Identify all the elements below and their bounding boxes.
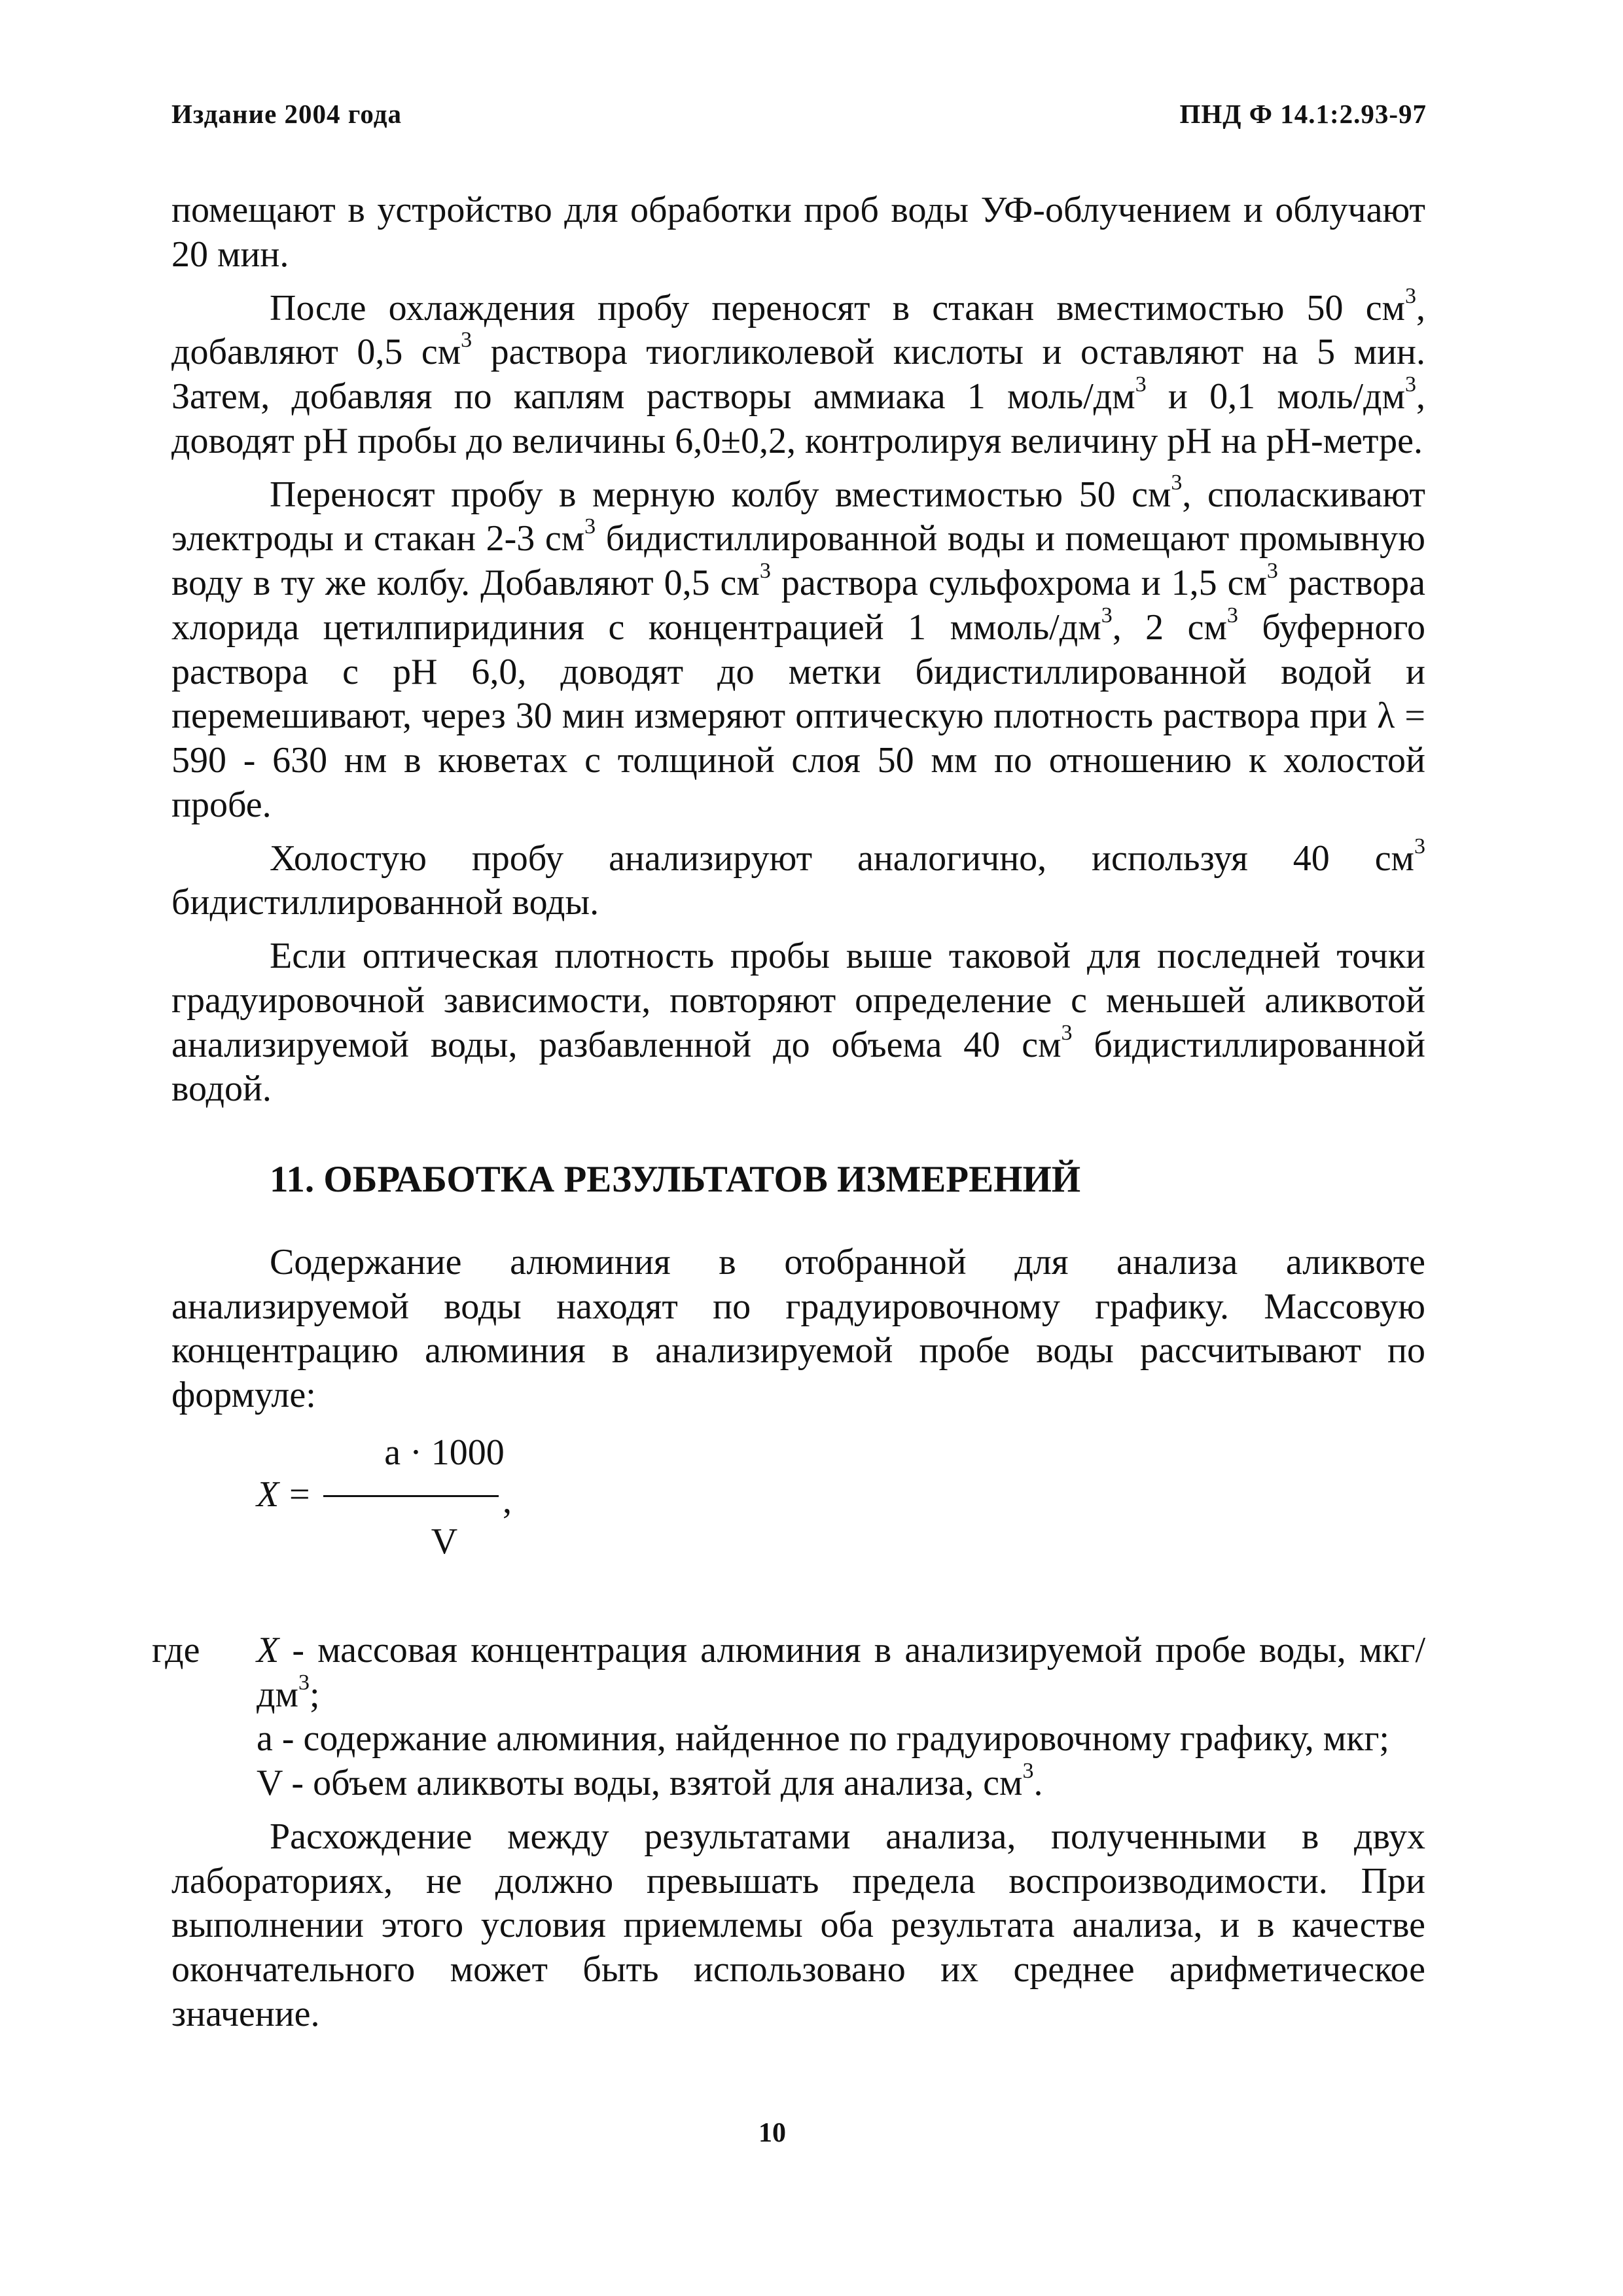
superscript: 3 bbox=[1135, 372, 1147, 397]
paragraph-text: Содержание алюминия в отобранной для анализа аликвоте анализируемой воды находят по градуировочному графику. Массовую концентрацию алюминия в анализируемой пробе воды рассчитывают по формуле: bbox=[171, 1241, 1425, 1416]
text-segment: Переносят пробу в мерную колбу вместимостью 50 см bbox=[270, 474, 1171, 515]
formula-legend bbox=[152, 1629, 1425, 1806]
fraction-bar bbox=[323, 1495, 499, 1497]
section-heading: 11. ОБРАБОТКА РЕЗУЛЬТАТОВ ИЗМЕРЕНИЙ bbox=[270, 1159, 1081, 1200]
legend-item-a bbox=[257, 1717, 1425, 1761]
superscript: 3 bbox=[1405, 372, 1417, 397]
text-segment: буферного раствора с pH 6,0, доводят до метки бидистиллированной водой и перемешивают, через 30 мин измеряют оптическую плотность раствора при λ = 590 - 630 нм в кюветах с толщиной слоя 50 мм по отношению к холостой пробе. bbox=[171, 607, 1425, 825]
header-document-code: ПНД Ф 14.1:2.93-97 bbox=[1179, 99, 1427, 129]
legend-item-v bbox=[257, 1761, 1425, 1806]
text-segment: раствора тиогликолевой кислоты и оставляют на 5 мин. Затем, добавляя по каплям растворы аммиака 1 моль/дм bbox=[171, 332, 1426, 417]
text-segment: бидистиллированной водой. bbox=[171, 1024, 1425, 1110]
formula-denominator: V bbox=[431, 1521, 458, 1562]
text-segment: Если оптическая плотность пробы выше таковой для последней точки градуировочной зависимости, повторяют определение с меньшей аликвотой анализируемой воды, разбавленной до объема 40 см bbox=[171, 936, 1425, 1065]
text-segment: раствора хлорида цетилпиридиния с концентрацией 1 ммоль/дм bbox=[171, 563, 1425, 648]
superscript: 3 bbox=[1022, 1759, 1034, 1784]
paragraph-text: помещают в устройство для обработки проб воды УФ-облучением и облучают 20 мин. bbox=[171, 190, 1425, 275]
text-segment: , добавляют 0,5 см bbox=[171, 287, 1425, 373]
text-segment: После охлаждения пробу переносят в стакан вместимостью 50 см bbox=[270, 287, 1405, 328]
superscript: 3 bbox=[759, 559, 771, 583]
text-segment: и 0,1 моль/дм bbox=[1146, 376, 1406, 417]
text-segment: раствора сульфохрома и 1,5 см bbox=[770, 563, 1267, 603]
legend-item-x bbox=[257, 1629, 1425, 1718]
header-edition: Издание 2004 года bbox=[171, 99, 402, 129]
superscript: 3 bbox=[1061, 1020, 1073, 1045]
paragraph-cooling bbox=[171, 283, 1426, 464]
formula-numerator: a · 1000 bbox=[384, 1432, 505, 1473]
text-segment: Холостую пробу анализируют аналогично, используя 40 см bbox=[270, 838, 1414, 879]
paragraph-calculation bbox=[171, 1241, 1425, 1418]
paragraph-dilution bbox=[171, 934, 1425, 1112]
formula-equals: = bbox=[289, 1474, 310, 1515]
paragraph-transfer bbox=[171, 470, 1426, 828]
superscript: 3 bbox=[584, 514, 596, 539]
paragraph-reproducibility bbox=[171, 1815, 1425, 2037]
superscript: 3 bbox=[298, 1670, 310, 1695]
formula-lhs: X bbox=[257, 1474, 279, 1515]
superscript: 3 bbox=[1405, 283, 1416, 308]
superscript: 3 bbox=[1414, 834, 1425, 858]
paragraph-blank-sample bbox=[171, 834, 1425, 926]
paragraph-continued bbox=[171, 188, 1425, 277]
legend-text: V - объем аликвоты воды, взятой для анализа, см bbox=[257, 1763, 1023, 1804]
text-segment: , доводят pH пробы до величины 6,0±0,2, контролируя величину pH на pH-метре. bbox=[171, 376, 1426, 461]
concentration-formula bbox=[171, 1431, 1425, 1601]
text-segment: , споласкивают электроды и стакан 2-3 см bbox=[171, 474, 1425, 559]
legend-text: - массовая концентрация алюминия в анализируемой пробе воды, мкг/дм bbox=[257, 1629, 1425, 1715]
legend-text: . bbox=[1033, 1763, 1043, 1804]
legend-where: где bbox=[152, 1629, 200, 1670]
legend-text: a - содержание алюминия, найденное по градуировочному графику, мкг; bbox=[257, 1718, 1389, 1759]
paragraph-text: Расхождение между результатами анализа, полученными в двух лабораториях, не должно превышать предела воспроизводимости. При выполнении этого условия приемлемы оба результата анализа, и в качестве окончательного может быть использовано их среднее арифметическое значение. bbox=[171, 1816, 1425, 2034]
superscript: 3 bbox=[461, 328, 473, 353]
legend-symbol: X bbox=[257, 1629, 279, 1670]
text-segment: бидистиллированной воды и помещают промывную воду в ту же колбу. Добавляют 0,5 см bbox=[171, 518, 1426, 603]
superscript: 3 bbox=[1101, 603, 1113, 627]
superscript: 3 bbox=[1226, 603, 1238, 627]
superscript: 3 bbox=[1171, 470, 1183, 495]
page-body bbox=[152, 188, 1426, 2046]
text-segment: , 2 см bbox=[1112, 607, 1227, 648]
superscript: 3 bbox=[1266, 559, 1278, 583]
text-segment: бидистиллированной воды. bbox=[171, 882, 599, 923]
legend-text: ; bbox=[309, 1674, 320, 1715]
page-number: 10 bbox=[758, 2118, 786, 2148]
formula-comma: , bbox=[503, 1480, 512, 1521]
